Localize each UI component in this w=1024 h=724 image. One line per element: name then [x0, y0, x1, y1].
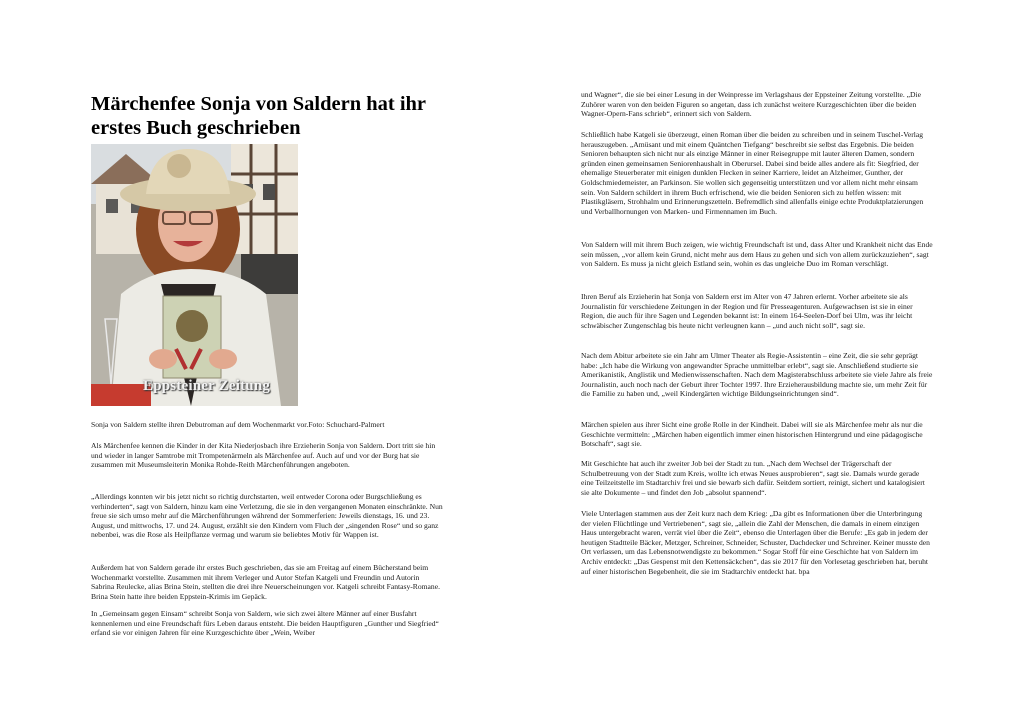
- right-paragraph-2: Schließlich habe Katgeli sie überzeugt, einen Roman über die beiden zu schreiben und in seinem Tuschel-Verlag herauszugeben. „Amüsant und mit einem Quäntchen Tiefgang“ beschreibt sie selbst das Ergebnis. Die beiden Senioren behaupten sich nicht nur als einzige Männer in einer Reisegruppe mit lauter älteren Damen, sondern gründen einen gemeinsamen Seniorenhaushalt in Oberursel. Dabei sind beide alles andere als fit: Siegfried, der ehemalige Steuerberater mit einigen dunklen Flecken in seiner Karriere, leidet an Alzheimer, Gunther, der Goldschmiedemeister, an Parkinson. Sie wollen sich gegenseitig unterstützen und vor allem nicht mehr einsam sein. Von Saldern schildert in ihrem Buch erfrischend, wie die beiden Senioren sich zu helfen wissen: mit Plastikgläsern, Strohhalm und Erinnerungszetteln. Befremdlich sind allenfalls einige echte Produktplatzierungen und Verballhornungen von Marken- und Firmennamen im Buch.: [581, 130, 924, 216]
- right-paragraph-6: Märchen spielen aus ihrer Sicht eine große Rolle in der Kindheit. Dabei will sie als Märchenfee mehr als nur die Geschichte vermitteln: „Märchen haben eigentlich immer einen historischen Hintergrund und eine pädagogische Botschaft“, sagt sie.: [581, 420, 923, 449]
- right-paragraph-5: Nach dem Abitur arbeitete sie ein Jahr am Ulmer Theater als Regie-Assistentin – eine Zeit, die sie sehr geprägt habe: „Ich habe die Wirkung von angewandter Sprache unmittelbar erlebt“, sagt sie. Anschließend studierte sie Amerikanistik, Anglistik und Medienwissenschaften. Nach dem Magisterabschluss arbeitete sie viele Jahre als freie Journalistin, auch noch nach der Geburt ihrer Tochter 1997. Ihre Erzieherausbildung machte sie, um mehr Zeit für die Familie zu haben und, „weil Kindergärten wichtige Bildungseinrichtungen sind“.: [581, 351, 933, 399]
- left-paragraph-4: In „Gemeinsam gegen Einsam“ schreibt Sonja von Saldern, wie sich zwei ältere Männer auf einer Busfahrt kennenlernen und eine Freundschaft fürs Leben daraus entsteht. Die beiden Hauptfiguren „Gunther und Siegfried“ erfand sie vor einigen Jahren für eine Kurzgeschichte über „Wein, Weiber: [91, 609, 439, 638]
- left-paragraph-1: Als Märchenfee kennen die Kinder in der Kita Niederjosbach ihre Erzieherin Sonja von Saldern. Dort tritt sie hin und wieder in langer Samtrobe mit Trompetenärmeln als Märchenfee auf. Auch auf und vor der Burg hat sie zusammen mit Museumsleiterin Monika Rohde-Reith Märchenführungen angeboten.: [91, 441, 436, 470]
- right-paragraph-4: Ihren Beruf als Erzieherin hat Sonja von Saldern erst im Alter von 47 Jahren erlernt. Vorher arbeitete sie als Journalistin für verschiedene Zeitungen in der Region und für Presseagenturen. Aufgewachsen ist sie in einer Region, die auch für ihre Sagen und Legenden bekannt ist: In einem 164-Seelen-Dorf bei Ulm, was ihr leicht schwäbischer Zungenschlag bis heute nicht verleugnen kann – „und auch nicht soll“, sagt sie.: [581, 292, 913, 330]
- article-photo: [91, 144, 298, 406]
- photo-caption: Sonja von Saldern stellte ihren Debutroman auf dem Wochenmarkt vor.Foto: Schuchard-Palmert: [91, 420, 385, 429]
- right-paragraph-1: und Wagner“, die sie bei einer Lesung in der Weinpresse im Verlagshaus der Eppsteiner Zeitung vorstellte. „Die Zuhörer waren von den beiden Figuren so angetan, dass ich zunächst weitere Kurzgeschichten über die beiden Wagner-Opern-Fans schrieb“, erinnert sich von Saldern.: [581, 90, 921, 119]
- left-paragraph-3: Außerdem hat von Saldern gerade ihr erstes Buch geschrieben, das sie am Freitag auf einem Bücherstand beim Wochenmarkt vorstellte. Zusammen mit ihrem Verleger und Autor Stefan Katgeli und Freundin und Autorin Sabrina Reulecke, alias Brina Stein, stellten die drei ihre Neuerscheinungen vor. Katgeli schreibt Fantasy-Romane. Brina Stein hatte ihre beiden Eppstein-Krimis im Gepäck.: [91, 563, 440, 601]
- right-paragraph-7: Mit Geschichte hat auch ihr zweiter Job bei der Stadt zu tun. „Nach dem Wechsel der Trägerschaft der Schulbetreuung von der Stadt zum Kreis, wollte ich etwas Neues ausprobieren“, sagt sie. Damals wurde gerade eine Teilzeitstelle im Stadtarchiv frei und sie bewarb sich dafür. Seitdem sortiert, reinigt, sichert und katalogisiert sie alte Dokumente – und findet den Job „absolut spannend“.: [581, 459, 925, 497]
- article-title: Märchenfee Sonja von Saldern hat ihr erstes Buch geschrieben: [91, 93, 426, 139]
- right-paragraph-3: Von Saldern will mit ihrem Buch zeigen, wie wichtig Freundschaft ist und, dass Alter und Krankheit nicht das Ende sein müssen, „vor allem kein Grund, nicht mehr aus dem Haus zu gehen und sich von allem zurückzuziehen“, sagt von Saldern. Es muss ja nicht gleich Estland sein, wohin es das ungleiche Duo im Roman verschlägt.: [581, 240, 933, 269]
- right-paragraph-8: Viele Unterlagen stammen aus der Zeit kurz nach dem Krieg: „Da gibt es Informationen über die Unterbringung der vielen Flüchtlinge und Vertriebenen“, sagt sie, „allein die Zahl der Menschen, die damals in einem einzigen Haus untergebracht waren, verrät viel über die Zeit“, ebenso die Unterlagen über die Berufe: „Es gab in jedem der heutigen Stadtteile Bäcker, Metzger, Schreiner, Schneider, Schuster, Dachdecker und Schreiner. Keiner musste den Ort verlassen, um das Lebensnotwendigste zu bekommen.“ Sogar Stoff für eine Geschichte hat von Saldern im Archiv entdeckt: „Das Gespenst mit den Kettensäckchen“, das sie 2017 für den Vorlesetag geschrieben hat, beruht auf einer historischen Begebenheit, die sie im Stadtarchiv entdeckt hat. bpa: [581, 509, 930, 576]
- left-paragraph-2: „Allerdings konnten wir bis jetzt nicht so richtig durchstarten, weil entweder Corona oder Burgschließung es verhinderten“, sagt von Saldern, hinzu kam eine Verletzung, die sie in den vergangenen Monaten einschränkte. Nun freue sie sich umso mehr auf die Märchenführungen während der Sommerferien: Jeweils dienstags, 16. und 23. August, und mittwochs, 17. und 24. August, erzählt sie den Kindern vom Fluch der „singenden Rose“ und so ganz nebenbei, was die Rose als Heilpflanze vermag und warum sie beliebtes Motiv für Wappen ist.: [91, 492, 443, 540]
- photo-illustration: [91, 144, 298, 406]
- photo-watermark: Eppsteiner Zeitung: [143, 378, 271, 394]
